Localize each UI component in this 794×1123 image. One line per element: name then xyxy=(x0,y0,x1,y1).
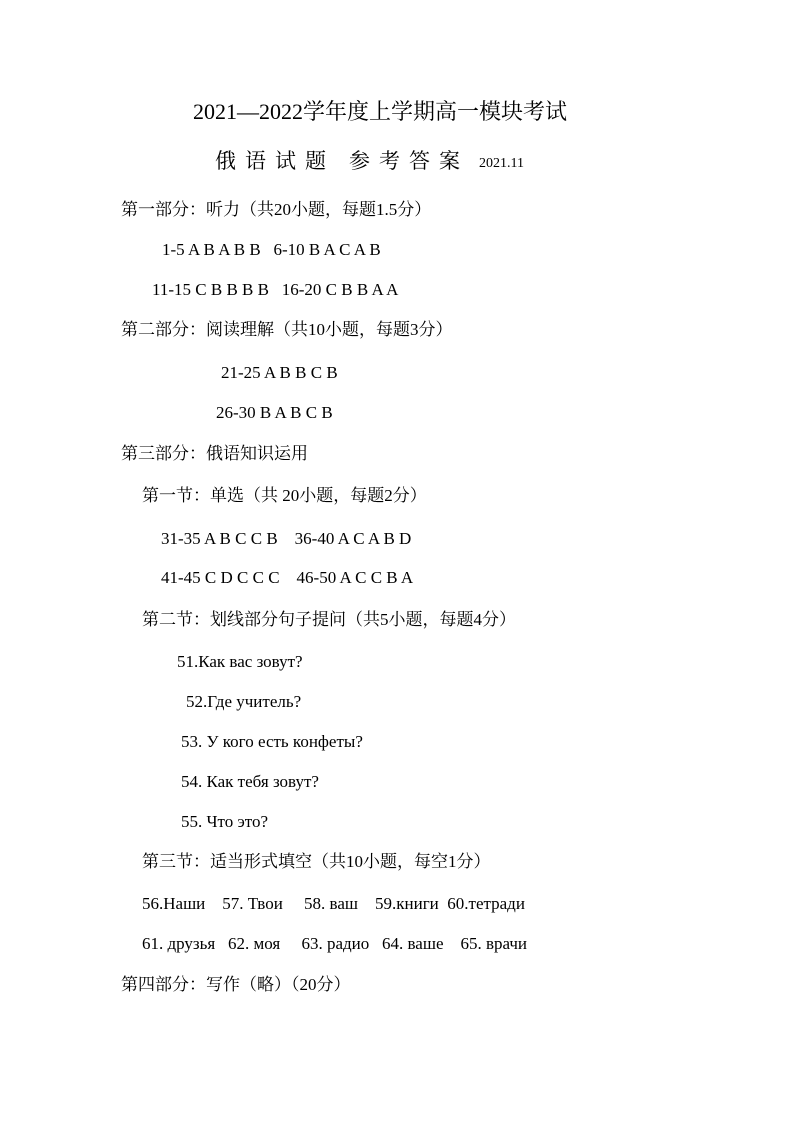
section2-answer-51: 51.Как вас зовут? xyxy=(177,652,303,671)
section2-answer-55: 55. Что это? xyxy=(181,812,269,831)
part1-answers-row-1: 1-5 A B A B B 6-10 B A C A B xyxy=(162,240,381,259)
part4-heading: 第四部分：写作（略）（20分） xyxy=(121,975,351,994)
part1-heading: 第一部分：听力（共20小题，每题1.5分） xyxy=(121,200,432,219)
section3-answers-row-1: 56.Наши 57. Твои 58. ваш 59.книги 60.тетради xyxy=(142,894,525,913)
section3-answers-row-2: 61. друзья 62. моя 63. радио 64. ваше 65. врачи xyxy=(142,934,528,953)
exam-date: 2021.11 xyxy=(479,156,524,171)
section1-heading: 第一节：单选（共 20小题，每题2分） xyxy=(142,486,427,505)
section2-answer-54: 54. Как тебя зовут? xyxy=(181,772,319,791)
section1-answers-row-2: 41-45 C D C C C 46-50 A C C B A xyxy=(161,568,414,587)
part3-heading: 第三部分：俄语知识运用 xyxy=(121,444,308,463)
document-title: 2021—2022学年度上学期高一模块考试 xyxy=(193,99,568,124)
section2-answer-53: 53. У кого есть конфеты? xyxy=(181,732,363,751)
section1-answers-row-1: 31-35 A B C C B 36-40 A C A B D xyxy=(161,529,412,548)
part1-answers-row-2: 11-15 C B B B B 16-20 C B B A A xyxy=(152,280,399,299)
section3-heading: 第三节：适当形式填空（共10小题，每空1分） xyxy=(142,852,491,871)
answer-key-label: 参考答案 xyxy=(349,149,469,173)
part2-answers-row-1: 21-25 A B B C B xyxy=(221,363,338,382)
section2-heading: 第二节：划线部分句子提问（共5小题，每题4分） xyxy=(142,610,516,629)
subject-name: 俄语试题 xyxy=(215,149,335,173)
section2-answer-52: 52.Где учитель? xyxy=(186,692,302,711)
document-subtitle xyxy=(215,151,524,172)
part2-answers-row-2: 26-30 B A B C B xyxy=(216,403,333,422)
part2-heading: 第二部分：阅读理解（共10小题，每题3分） xyxy=(121,320,453,339)
